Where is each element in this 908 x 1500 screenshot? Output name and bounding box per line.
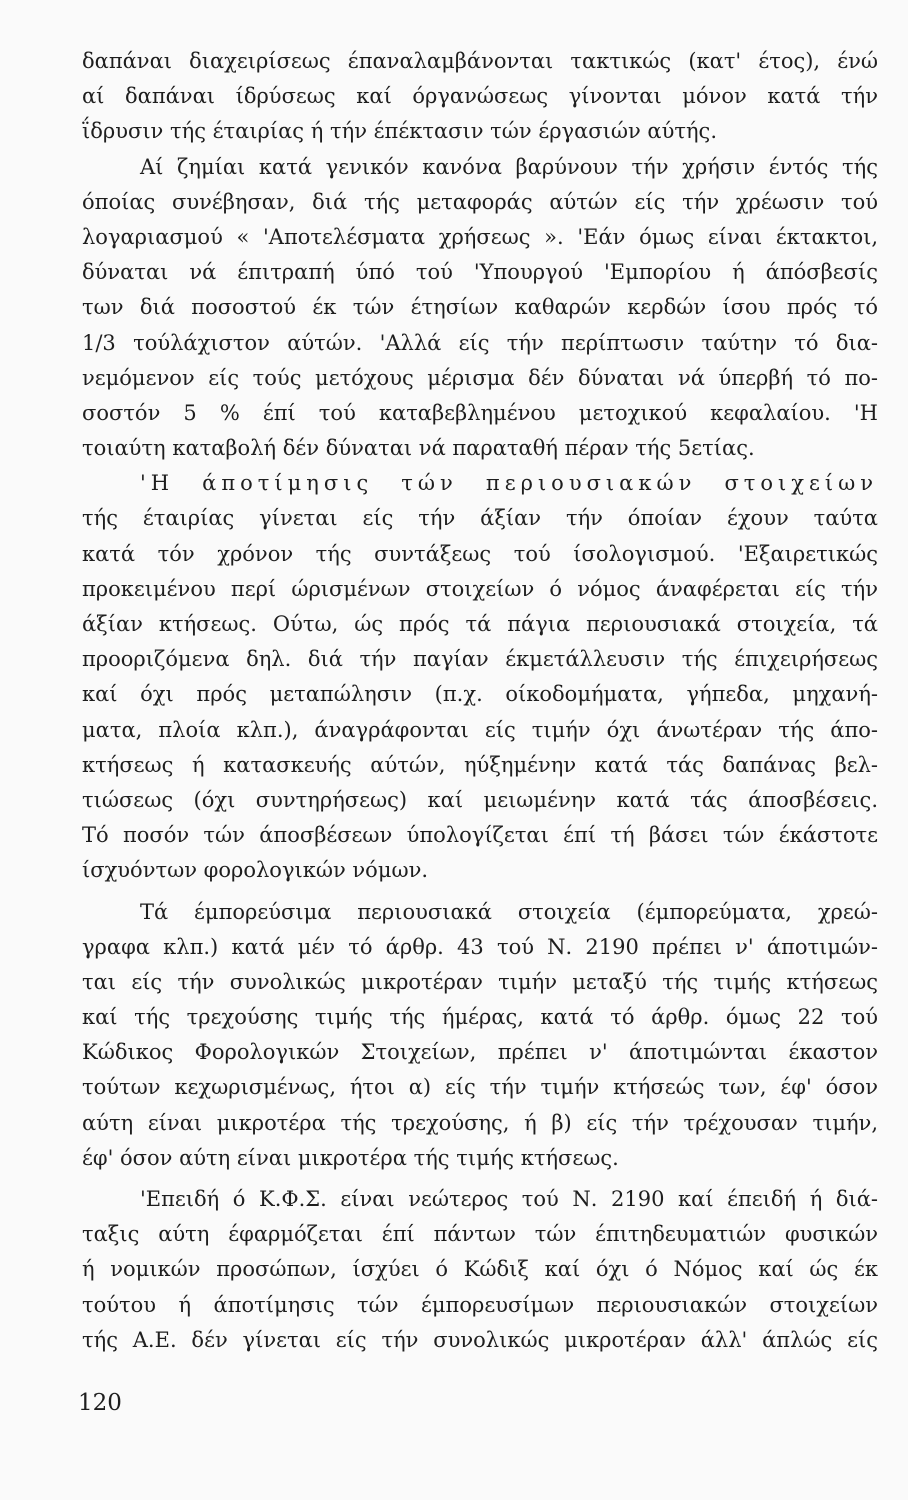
- text-line: καί όχι πρός μεταπώλησιν (π.χ. οίκοδομήματα, γήπεδα, μηχανή-: [82, 682, 878, 707]
- section-lead-line: 'Η άποτίμησις τών περιουσιακών στοιχείων: [140, 471, 878, 496]
- text-line: ΐδρυσιν τής έταιρίας ή τήν έπέκτασιν τών έργασιών αύτής.: [82, 119, 717, 144]
- text-line: τοιαύτη καταβολή δέν δύναται νά παραταθή πέραν τής 5ετίας.: [82, 436, 755, 461]
- text-line: καί τής τρεχούσης τιμής τής ήμέρας, κατά τό άρθρ. όμως 22 τού: [82, 1005, 878, 1030]
- text-line: Κώδικος Φορολογικών Στοιχείων, πρέπει ν' άποτιμώνται έκαστον: [82, 1040, 878, 1065]
- text-line: Αί ζημίαι κατά γενικόν κανόνα βαρύνουν τήν χρήσιν έντός τής: [140, 154, 878, 179]
- text-line: κατά τόν χρόνον τής συντάξεως τού ίσολογισμού. 'Εξαιρετικώς: [82, 541, 878, 566]
- text-line: κτήσεως ή κατασκευής αύτών, ηύξημένην κατά τάς δαπάνας βελ-: [82, 752, 878, 777]
- text-line: τής Α.Ε. δέν γίνεται είς τήν συνολικώς μικροτέραν άλλ' άπλώς είς: [82, 1327, 878, 1352]
- text-line: αύτη είναι μικροτέρα τής τρεχούσης, ή β) είς τήν τρέχουσαν τιμήν,: [82, 1110, 878, 1135]
- text-line: γραφα κλπ.) κατά μέν τό άρθρ. 43 τού Ν. 2190 πρέπει ν' άποτιμών-: [82, 934, 878, 959]
- text-line: αί δαπάναι ίδρύσεως καί όργανώσεως γίνονται μόνον κατά τήν: [82, 84, 878, 109]
- text-line: Τό ποσόν τών άποσβέσεων ύπολογίζεται έπί τή βάσει τών έκάστοτε: [82, 823, 878, 848]
- text-line: Τά έμπορεύσιμα περιουσιακά στοιχεία (έμπορεύματα, χρεώ-: [140, 899, 878, 924]
- text-line: όποίας συνέβησαν, διά τής μεταφοράς αύτών είς τήν χρέωσιν τού: [82, 189, 878, 214]
- text-line: ίσχυόντων φορολογικών νόμων.: [82, 858, 429, 883]
- text-line: έφ' όσον αύτη είναι μικροτέρα τής τιμής κτήσεως.: [82, 1145, 619, 1170]
- text-line: δαπάναι διαχειρίσεως έπαναλαμβάνονται τακτικώς (κατ' έτος), ένώ: [82, 49, 878, 73]
- text-line: προκειμένου περί ώρισμένων στοιχείων ό νόμος άναφέρεται είς τήν: [82, 576, 878, 601]
- text-line: ται είς τήν συνολικώς μικροτέραν τιμήν μεταξύ τής τιμής κτήσεως: [82, 969, 878, 994]
- text-line: νεμόμενον είς τούς μετόχους μέρισμα δέν δύναται νά ύπερβή τό πο-: [82, 365, 878, 390]
- page-number: 120: [78, 1390, 122, 1416]
- text-line: τούτου ή άποτίμησις τών έμπορευσίμων περιουσιακών στοιχείων: [82, 1292, 878, 1317]
- body-text: [82, 44, 878, 1358]
- text-line: ή νομικών προσώπων, ίσχύει ό Κώδιξ καί όχι ό Νόμος καί ώς έκ: [82, 1257, 878, 1282]
- text-line: τιώσεως (όχι συντηρήσεως) καί μειωμένην κατά τάς άποσβέσεις.: [82, 787, 878, 812]
- text-line: τής έταιρίας γίνεται είς τήν άξίαν τήν όποίαν έχουν ταύτα: [82, 506, 878, 531]
- text-line: ματα, πλοία κλπ.), άναγράφονται είς τιμήν όχι άνωτέραν τής άπο-: [82, 717, 878, 742]
- text-line: ταξις αύτη έφαρμόζεται έπί πάντων τών έπιτηδευματιών φυσικών: [82, 1222, 878, 1247]
- text-line: λογαριασμού « 'Αποτελέσματα χρήσεως ». 'Εάν όμως είναι έκτακτοι,: [82, 224, 878, 249]
- text-line: προοριζόμενα δηλ. διά τήν παγίαν έκμετάλλευσιν τής έπιχειρήσεως: [82, 647, 878, 672]
- text-line: 1/3 τούλάχιστον αύτών. 'Αλλά είς τήν περίπτωσιν ταύτην τό δια-: [82, 330, 878, 355]
- text-line: των διά ποσοστού έκ τών έτησίων καθαρών κερδών ίσου πρός τό: [82, 295, 878, 320]
- text-line: 'Επειδή ό Κ.Φ.Σ. είναι νεώτερος τού Ν. 2190 καί έπειδή ή διά-: [140, 1187, 878, 1211]
- text-line: άξίαν κτήσεως. Ούτω, ώς πρός τά πάγια περιουσιακά στοιχεία, τά: [82, 612, 878, 636]
- text-line: δύναται νά έπιτραπή ύπό τού 'Υπουργού 'Εμπορίου ή άπόσβεσίς: [82, 260, 878, 285]
- text-line: σοστόν 5 % έπί τού καταβεβλημένου μετοχικού κεφαλαίου. 'Η: [82, 400, 878, 425]
- text-line: τούτων κεχωρισμένως, ήτοι α) είς τήν τιμήν κτήσεώς των, έφ' όσον: [82, 1075, 878, 1100]
